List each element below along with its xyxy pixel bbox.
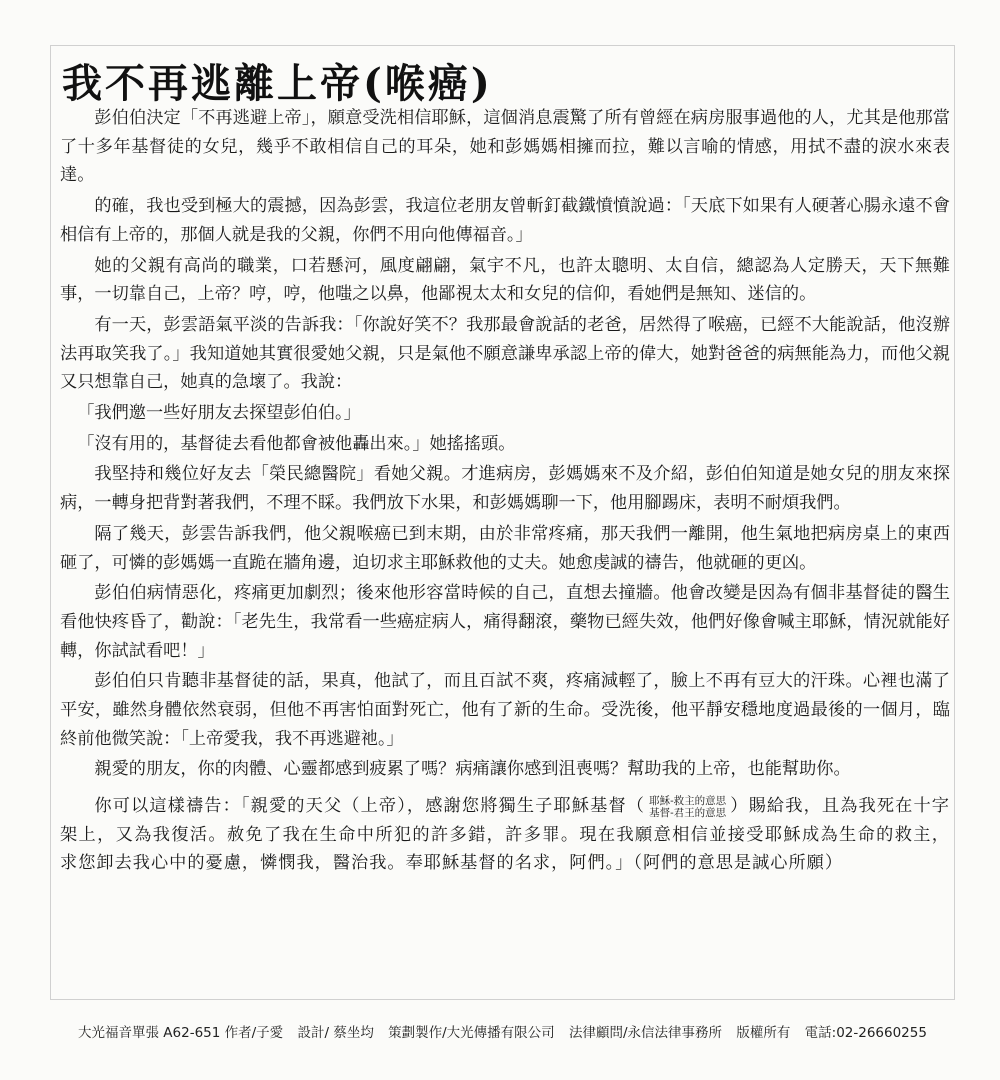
paragraph-10: 彭伯伯只肯聽非基督徒的話，果真，他試了，而且百試不爽，疼痛減輕了，臉上不再有豆大的汗珠。心裡也滿了平安，雖然身體依然衰弱，但他不再害怕面對死亡，他有了新的生命。受洗後，他平靜安穩地度過最後的一個月，臨終前他微笑說：「上帝愛我，我不再逃避祂。」 — [60, 671, 950, 749]
page-title: 我不再逃離上帝(喉癌) — [62, 60, 493, 107]
paragraph-11: 親愛的朋友，你的肉體、心靈都感到疲累了嗎？病痛讓你感到沮喪嗎？幫助我的上帝，也能幫助你。 — [94, 759, 851, 780]
paragraph-9: 彭伯伯病情惡化，疼痛更加劇烈；後來他形容當時候的自己，直想去撞牆。他會改變是因為有個非基督徒的醫生看他快疼昏了，勸說：「老先生，我常看一些癌症病人，痛得翻滾，藥物已經失效，他們好像會喊主耶穌，情況就能好轉，你試試看吧！」 — [60, 583, 950, 661]
paragraph-3: 她的父親有高尚的職業，口若懸河，風度翩翩，氣宇不凡，也許太聰明、太自信，總認為人定勝天，天下無難事，一切靠自己，上帝？哼，哼，他嗤之以鼻，他鄙視太太和女兒的信仰，看她們是無知、迷信的。 — [60, 255, 950, 305]
prayer-before-note: 你可以這樣禱告：「親愛的天父（上帝），感謝您將獨生子耶穌基督（ — [94, 796, 646, 817]
prayer-after-note: ）賜給我，且為我死在十字架上，又為我復活。赦免了我在生命中所犯的許多錯，許多罪。現在我願意相信並接受耶穌成為生命的救主，求您卸去我心中的憂慮，憐憫我，醫治我。奉耶穌基督的名求，阿們。」（阿們的意思是誠心所願） — [60, 796, 950, 874]
footer-publisher: 大光福音單張 A62-651 作者/子愛 — [78, 1025, 284, 1041]
prayer-text — [60, 792, 950, 878]
paragraph-6: 「沒有用的，基督徒去看他都會被他轟出來。」她搖搖頭。 — [77, 433, 516, 454]
note-line-christ: 基督-君王的意思 — [649, 806, 727, 819]
paragraph-2: 的確，我也受到極大的震撼，因為彭雲，我這位老朋友曾斬釘截鐵憤憤說過：「天底下如果有人硬著心腸永遠不會相信有上帝的，那個人就是我的父親，你們不用向他傳福音。」 — [60, 196, 950, 245]
paragraph-1: 彭伯伯決定「不再逃避上帝」，願意受洗相信耶穌，這個消息震驚了所有曾經在病房服事過他的人，尤其是他那當了十多年基督徒的女兒，幾乎不敢相信自己的耳朵，她和彭媽媽相擁而拉，難以言喻的情感，用拭不盡的淚水來表達。 — [60, 108, 950, 186]
note-line-jesus: 耶穌-救主的意思 — [649, 794, 727, 807]
paragraph-5: 「我們邀一些好朋友去探望彭伯伯。」 — [77, 403, 361, 424]
paragraph-8: 隔了幾天，彭雲告訴我們，他父親喉癌已到末期，由於非常疼痛，那天我們一離開，他生氣地把病房桌上的東西砸了，可憐的彭媽媽一直跪在牆角邊，迫切求主耶穌救他的丈夫。她愈虔誠的禱告，他就砸的更凶。 — [60, 523, 950, 573]
paragraph-7: 我堅持和幾位好友去「榮民總醫院」看她父親。才進病房，彭媽媽來不及介紹，彭伯伯知道是她女兒的朋友來探病，一轉身把背對著我們，不理不睬。我們放下水果，和彭媽媽聊一下，他用腳踢床，表明不耐煩我們。 — [60, 464, 950, 514]
name-meaning-note — [649, 795, 726, 819]
footer-legal: 法律顧問/永信法律事務所 — [568, 1025, 723, 1041]
footer-phone: 電話:02-26660255 — [804, 1025, 927, 1041]
footer-production: 策劃製作/大光傳播有限公司 — [388, 1025, 555, 1041]
footer-design: 設計/ 蔡坐均 — [297, 1025, 374, 1041]
paragraph-4: 有一天，彭雲語氣平淡的告訴我：「你說好笑不？我那最會說話的老爸，居然得了喉癌，已經不大能說話，他沒辦法再取笑我了。」我知道她其實很愛她父親，只是氣他不願意謙卑承認上帝的偉大，她對爸爸的病無能為力，而他父親又只想靠自己，她真的急壞了。我說： — [60, 314, 950, 393]
footer-credits — [78, 1021, 937, 1041]
footer-copyright: 版權所有 — [736, 1025, 791, 1041]
article-body — [60, 104, 950, 895]
